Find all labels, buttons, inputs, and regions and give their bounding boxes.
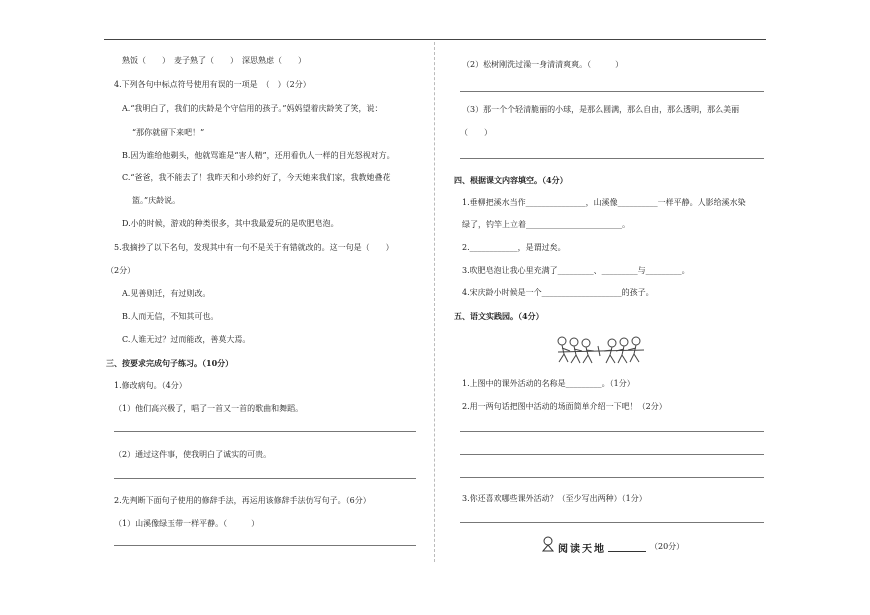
rhetoric-sentence-2: （2）松树刚洗过澡一身清清爽爽。（ ） — [462, 60, 624, 69]
q5-option-c: C.人谁无过？过而能改，善莫大焉。 — [122, 335, 251, 344]
q4-option-d: D.小的时候，游戏的种类很多，其中我最爱玩的是吹肥皂泡。 — [122, 219, 339, 228]
answer-line[interactable] — [460, 522, 764, 523]
column-divider — [434, 42, 435, 562]
section-5-heading: 五、语文实践园。（4分） — [454, 311, 544, 321]
q4-option-a-line2: “那你就留下来吧！” — [132, 128, 205, 137]
q4-option-c-line2: 篮。”庆龄说。 — [132, 196, 181, 205]
question-4: 4.下列各句中标点符号使用有误的一项是 （ ）（2分） — [114, 80, 311, 89]
reading-title-underline — [608, 551, 646, 552]
answer-line[interactable] — [460, 431, 764, 432]
s4-question-4: 4.宋庆龄小时候是一个____________________的孩子。 — [462, 288, 654, 297]
answer-line[interactable] — [460, 91, 764, 92]
answer-line[interactable] — [114, 431, 416, 432]
s4-question-1-line1: 1.垂柳把溪水当作_______________，山溪像__________一样平静。人影给溪水染 — [462, 198, 746, 207]
question-5-score: （2分） — [106, 266, 136, 275]
answer-line[interactable] — [114, 545, 416, 546]
tug-of-war-illustration — [552, 334, 648, 366]
answer-line[interactable] — [114, 478, 416, 479]
reading-section-title: 阅读天地 — [558, 544, 606, 555]
q5-option-a: A.见善则迁，有过则改。 — [122, 289, 211, 298]
word-meaning-options: 熟饭（ ） 麦子熟了（ ） 深思熟虑（ ） — [122, 56, 306, 65]
rhetoric-sentence-3-line2: （ ） — [460, 128, 492, 137]
q5-option-b: B.人而无信，不知其可也。 — [122, 312, 219, 321]
reading-section-score: （20分） — [650, 542, 685, 551]
answer-line[interactable] — [460, 158, 764, 159]
s4-question-1-line2: 绿了，钓竿上立着________________________。 — [462, 220, 630, 229]
top-rule — [104, 39, 766, 40]
s3-question-2: 2.先判断下面句子使用的修辞手法，再运用该修辞手法仿写句子。（6分） — [114, 496, 371, 505]
answer-line[interactable] — [460, 454, 764, 455]
s5-question-2: 2.用一两句话把图中活动的场面简单介绍一下吧！（2分） — [462, 402, 667, 411]
s4-question-2: 2.____________，是谓过矣。 — [462, 243, 566, 252]
section-4-heading: 四、根据课文内容填空。（4分） — [454, 175, 568, 185]
q4-option-c-line1: C.“爸爸，我不能去了！我昨天和小珍约好了，今天她来我们家，我教她叠花 — [122, 173, 391, 182]
rhetoric-sentence-3-line1: （3）那一个个轻清脆丽的小球，是那么圆满，那么自由，那么透明，那么美丽 — [462, 105, 740, 114]
s3-question-1: 1.修改病句。（4分） — [114, 381, 187, 390]
reading-mascot-icon — [540, 536, 556, 552]
q4-option-a-line1: A.“我明白了，我们的庆龄是个守信用的孩子。”妈妈望着庆龄笑了笑，说： — [122, 104, 383, 113]
s5-question-1: 1.上图中的课外活动的名称是_________。（1分） — [462, 379, 635, 388]
section-3-heading: 三、按要求完成句子练习。（10分） — [106, 358, 234, 368]
s5-question-3: 3.你还喜欢哪些课外活动？（至少写出两种）（1分） — [462, 494, 647, 503]
s4-question-3: 3.吹肥皂泡让我心里充满了_________、_________与_________。 — [462, 266, 690, 275]
q4-option-b: B.因为谁给他剃头，他就骂谁是“害人精”，还用看仇人一样的目光怒视对方。 — [122, 151, 395, 160]
s3-q1-sentence-2: （2）通过这件事，使我明白了诚实的可贵。 — [114, 450, 272, 459]
answer-line[interactable] — [460, 477, 764, 478]
question-5: 5.我摘抄了以下名句，发现其中有一句不是关于有错就改的。这一句是（ ） — [114, 243, 394, 252]
s3-q2-sentence-1: （1）山溪像绿玉带一样平静。（ ） — [114, 519, 260, 528]
s3-q1-sentence-1: （1）他们高兴极了，唱了一首又一首的歌曲和舞蹈。 — [114, 404, 304, 413]
